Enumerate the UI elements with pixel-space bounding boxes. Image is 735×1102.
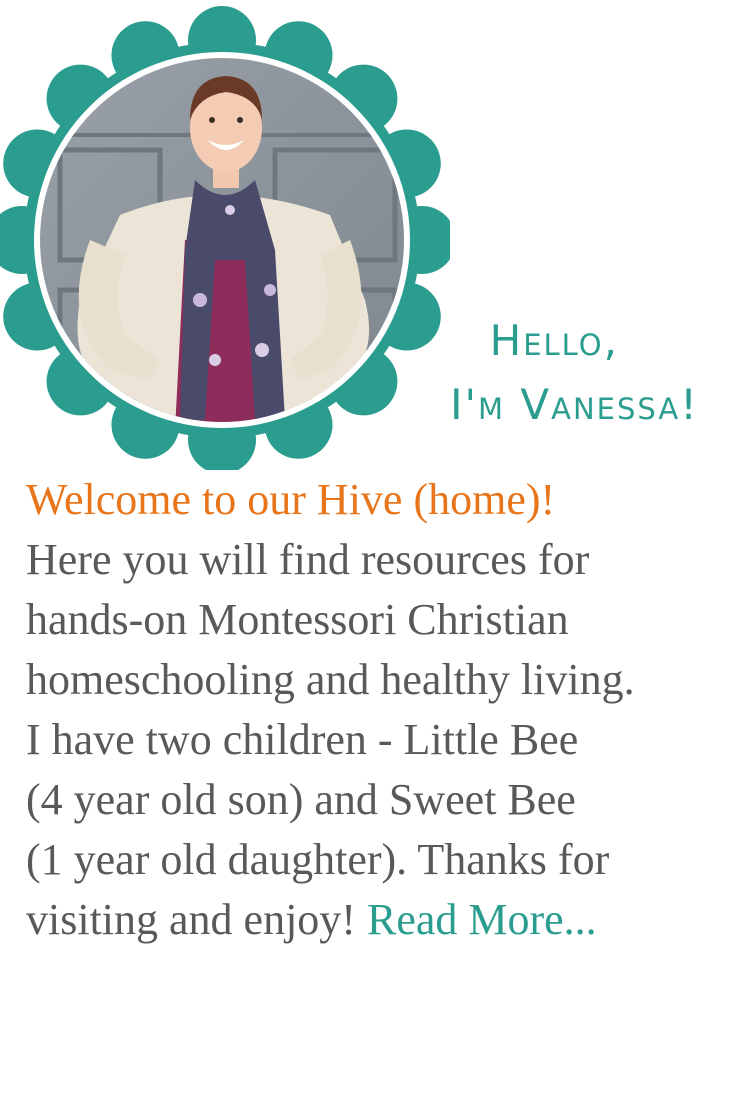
intro-line-6: (1 year old daughter). Thanks for [26, 835, 610, 884]
intro-line-5: (4 year old son) and Sweet Bee [26, 775, 576, 824]
welcome-heading: Welcome to our Hive (home)! [26, 475, 556, 524]
greeting-heading [450, 316, 699, 429]
intro-line-4: I have two children - Little Bee [26, 715, 579, 764]
greeting-line-1: Hello, [489, 316, 619, 365]
intro-last-line [26, 890, 716, 950]
intro-closing-text: visiting and enjoy! [26, 895, 356, 944]
intro-line-3: homeschooling and healthy living. [26, 655, 635, 704]
profile-badge [0, 0, 450, 470]
intro-text [26, 470, 716, 950]
intro-line-2: hands-on Montessori Christian [26, 595, 569, 644]
intro-line-1: Here you will find resources for [26, 535, 590, 584]
read-more-link[interactable]: Read More... [366, 895, 597, 944]
greeting-line-2: I'm Vanessa! [450, 380, 699, 429]
